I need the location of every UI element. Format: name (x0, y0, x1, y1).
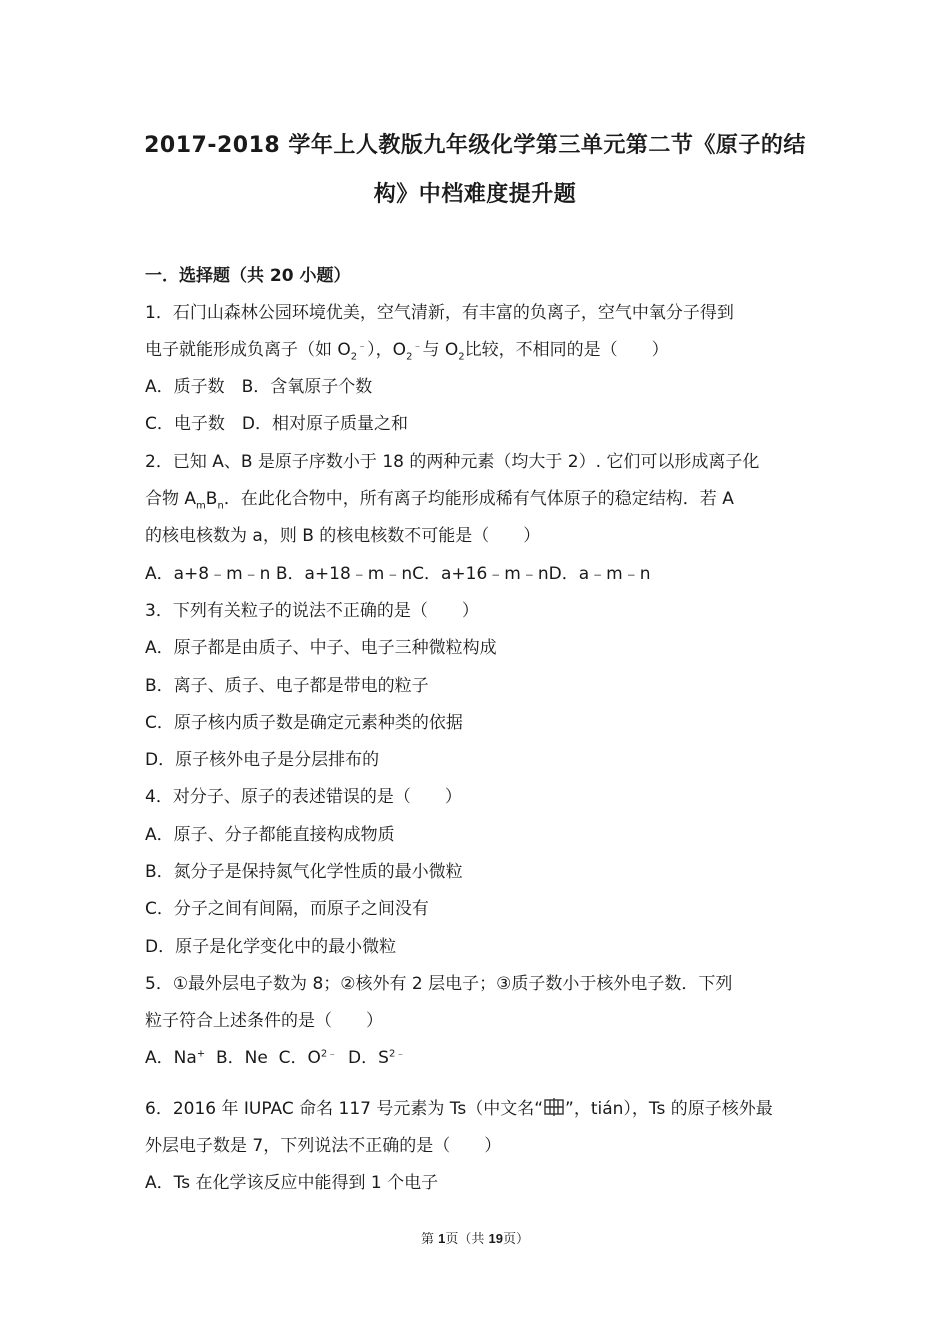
q2-stem-line-2 (145, 484, 734, 511)
q2-stem-line-3: 的核电核数为 a，则 B 的核电核数不可能是（ ） (145, 526, 541, 546)
footer-total-pages: 19 (488, 1231, 503, 1246)
q2-options: A．a+8﹣m﹣n B．a+18﹣m﹣nC．a+16﹣m﹣nD．a﹣m﹣n (145, 564, 651, 584)
q5-stem-line-2: 粒子符合上述条件的是（ ） (145, 1011, 383, 1031)
q6-stem-line-1 (145, 1094, 773, 1119)
q1-text-b: ），O (367, 340, 407, 360)
q2-sub-n: n (217, 500, 224, 512)
q1-sub-3: 2 (458, 351, 465, 363)
section-heading: 一．选择题（共 20 小题） (145, 266, 351, 286)
q3-option-b: B．离子、质子、电子都是带电的粒子 (145, 676, 429, 696)
q1-sub-1: 2 (350, 351, 358, 363)
q1-stem-line-2 (145, 335, 669, 362)
q2-sub-m: m (196, 500, 206, 512)
footer-mid: 页（共 (445, 1232, 489, 1247)
q1-sup-2: ﹣ (412, 340, 423, 352)
q5-options (145, 1043, 405, 1068)
q3-option-d: D．原子核外电子是分层排布的 (145, 750, 380, 770)
q3-option-a: A．原子都是由质子、中子、电子三种微粒构成 (145, 638, 497, 658)
page-title-line-1: 2017-2018 学年上人教版九年级化学第三单元第二节《原子的结 (144, 133, 806, 158)
q4-stem: 4．对分子、原子的表述错误的是（ ） (145, 787, 462, 807)
q2-text-a: 合物 A (145, 489, 197, 509)
q5-opt-text-b: B．Ne C．O (205, 1048, 321, 1068)
q1-text-c: 与 O (422, 340, 459, 360)
q5-sup-3: 2﹣ (388, 1048, 406, 1060)
q5-opt-text-c: D．S (337, 1048, 389, 1068)
q5-opt-text-a: A．Na (145, 1048, 197, 1068)
q5-sup-1: + (196, 1048, 206, 1060)
q5-stem-line-1: 5．①最外层电子数为 8；②核外有 2 层电子；③质子数小于核外电子数．下列 (145, 974, 733, 994)
q4-option-b: B．氮分子是保持氮气化学性质的最小微粒 (145, 862, 463, 882)
q3-stem: 3．下列有关粒子的说法不正确的是（ ） (145, 601, 479, 621)
page-title-line-2: 构》中档难度提升题 (373, 182, 577, 207)
q4-option-c: C．分子之间有间隔，而原子之间没有 (145, 899, 429, 919)
tian-character-image (543, 1097, 565, 1117)
q4-option-a: A．原子、分子都能直接构成物质 (145, 825, 395, 845)
q2-stem-line-1: 2．已知 A、B 是原子序数小于 18 的两种元素（均大于 2）. 它们可以形成离子化 (145, 452, 760, 472)
page-footer (0, 1228, 950, 1247)
q1-options-line-2: C．电子数 D．相对原子质量之和 (145, 414, 408, 434)
q3-option-c: C．原子核内质子数是确定元素种类的依据 (145, 713, 463, 733)
q5-sup-2: 2﹣ (320, 1048, 338, 1060)
q2-text-c: ．在此化合物中，所有离子均能形成稀有气体原子的稳定结构．若 A (223, 489, 734, 509)
q1-stem-line-1: 1．石门山森林公园环境优美，空气清新，有丰富的负离子，空气中氧分子得到 (145, 303, 734, 323)
q6-stem-line-2: 外层电子数是 7，下列说法不正确的是（ ） (145, 1136, 502, 1156)
footer-prefix: 第 (421, 1232, 439, 1247)
q1-sub-2: 2 (406, 351, 413, 363)
q1-options-line-1: A．质子数 B．含氧原子个数 (145, 377, 373, 397)
q6-text-b: ”，tián），Ts 的原子核外最 (565, 1099, 773, 1119)
q6-option-a: A．Ts 在化学该反应中能得到 1 个电子 (145, 1173, 439, 1193)
q1-text-d: 比较，不相同的是（ ） (464, 340, 669, 360)
footer-suffix: 页） (502, 1232, 529, 1247)
footer-page-number: 1 (438, 1231, 446, 1246)
q1-text-a: 电子就能形成负离子（如 O (145, 340, 351, 360)
q1-sup-1: ﹣ (357, 340, 368, 352)
q4-option-d: D．原子是化学变化中的最小微粒 (145, 937, 397, 957)
q2-text-b: B (205, 489, 218, 509)
q6-text-a: 6．2016 年 IUPAC 命名 117 号元素为 Ts（中文名“ (145, 1099, 544, 1119)
